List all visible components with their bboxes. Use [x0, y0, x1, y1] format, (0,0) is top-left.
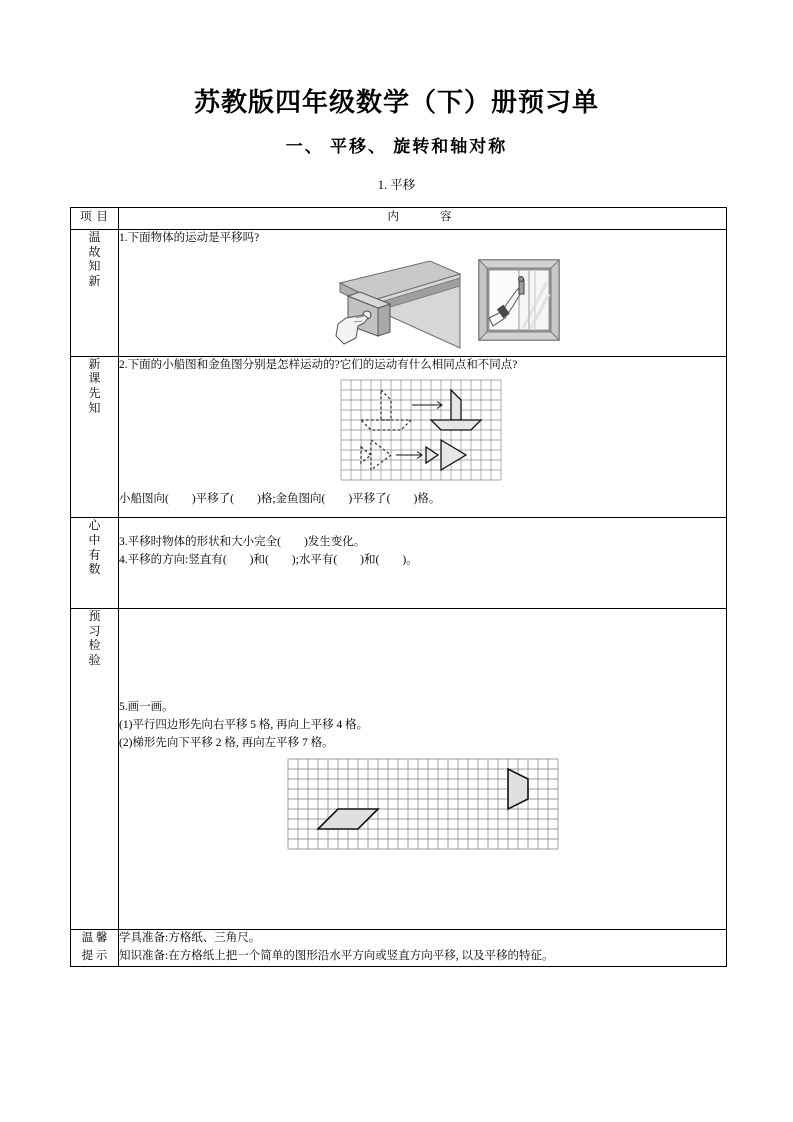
drawer-pull-icon — [334, 256, 464, 350]
row-label-warm-tips — [71, 930, 119, 967]
label-char: 知 — [88, 400, 101, 415]
sliding-window-icon — [477, 258, 561, 342]
page-title: 苏教版四年级数学（下）册预习单 — [193, 88, 599, 117]
blank-writing-space-top — [119, 609, 726, 699]
label-char: 验 — [88, 652, 101, 667]
table-row-tips — [71, 930, 727, 967]
answer-blank-line[interactable]: 小船图向( )平移了( )格;金鱼图向( )平移了( )格。 — [119, 493, 441, 506]
label-char: 课 — [88, 371, 101, 386]
row-content-preview-check — [119, 608, 727, 929]
parallelogram-shape — [318, 809, 378, 829]
table-header-row — [71, 208, 727, 230]
row-label-new-lesson — [71, 356, 119, 517]
label-char: 心 — [88, 518, 101, 533]
table-row — [71, 518, 727, 609]
label-char: 知 — [88, 259, 101, 274]
tip-line-materials: 学具准备:方格纸、三角尺。 — [119, 932, 261, 945]
question-1-text: 1.下面物体的运动是平移吗? — [119, 232, 260, 244]
row-label-know-by-heart — [71, 518, 119, 609]
table-row — [71, 356, 727, 517]
question-5-item-1: (1)平行四边形先向右平移 5 格, 再向上平移 4 格。 — [119, 718, 369, 731]
lesson-heading: 1. 平移 — [377, 178, 416, 192]
label-char: 检 — [88, 638, 101, 653]
table-row — [71, 608, 727, 929]
row-label-preview-check — [71, 608, 119, 929]
question-2-text: 2.下面的小船图和金鱼图分别是怎样运动的?它们的运动有什么相同点和不同点? — [119, 358, 518, 371]
parallelogram-trapezoid-grid-icon[interactable] — [287, 758, 559, 850]
label-char: 温 馨 — [81, 932, 108, 945]
label-char: 提 示 — [81, 949, 108, 962]
question-3-text[interactable]: 3.平移时物体的形状和大小完全( )发生变化。 — [119, 536, 366, 549]
row-content-warm-tips — [119, 930, 727, 967]
header-cell-content: 内 容 — [119, 208, 727, 230]
preview-sheet-table — [70, 207, 727, 967]
row-content-review-old — [119, 230, 727, 357]
question-5-text: 5.画一画。 — [119, 700, 174, 713]
label-char: 数 — [88, 562, 101, 577]
figure-shapes-grid-wrap — [119, 758, 726, 857]
label-char: 新 — [88, 356, 101, 371]
unit-subtitle: 一、 平移、 旋转和轴对称 — [285, 137, 508, 156]
label-char: 预 — [88, 608, 101, 623]
figure-group-row1 — [119, 252, 726, 356]
question-5-item-2: (2)梯形先向下平移 2 格, 再向左平移 7 格。 — [119, 736, 334, 749]
table-row — [71, 230, 727, 357]
label-char: 新 — [88, 273, 101, 288]
label-char: 有 — [88, 547, 101, 562]
figure-boat-goldfish-wrap — [119, 379, 726, 488]
boat-goldfish-translation-grid-icon — [340, 379, 506, 481]
tip-line-knowledge: 知识准备:在方格纸上把一个简单的图形沿水平方向或竖直方向平移, 以及平移的特征。 — [119, 949, 554, 962]
row-content-know-by-heart — [119, 518, 727, 609]
label-char: 温 — [88, 230, 101, 244]
label-char: 先 — [88, 386, 101, 401]
header-cell-item: 项 目 — [71, 208, 119, 230]
trapezoid-shape — [508, 769, 528, 809]
label-char: 中 — [88, 532, 101, 547]
label-char: 故 — [88, 244, 101, 259]
question-4-text[interactable]: 4.平移的方向:竖直有( )和( );水平有( )和( )。 — [119, 554, 418, 567]
blank-writing-space-bottom — [119, 857, 726, 929]
row-content-new-lesson — [119, 356, 727, 517]
label-char: 习 — [88, 623, 101, 638]
row-label-review-old — [71, 230, 119, 357]
